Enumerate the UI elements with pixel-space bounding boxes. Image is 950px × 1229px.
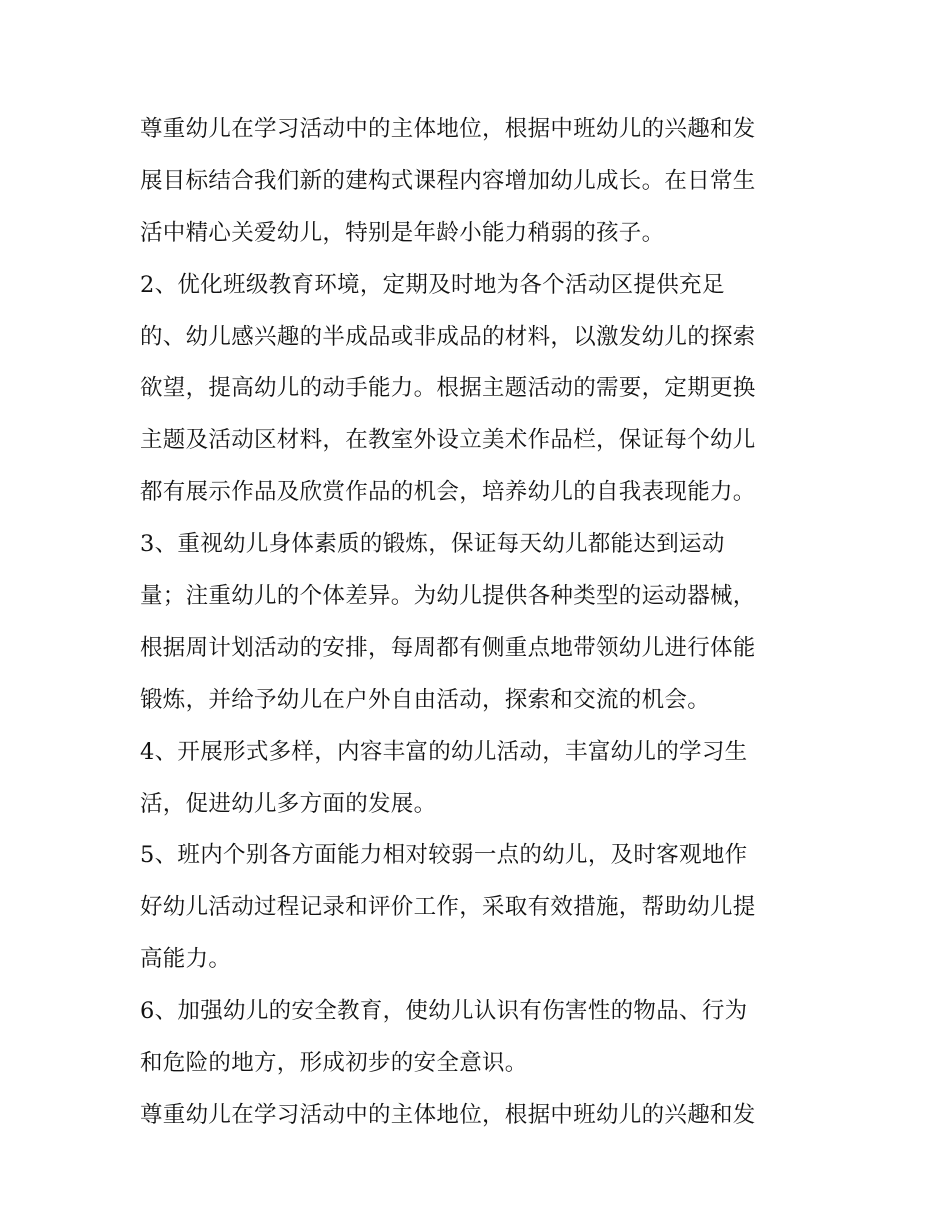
text-line: 活中精心关爱幼儿，特别是年龄小能力稍弱的孩子。: [140, 219, 665, 246]
document-body: [140, 104, 820, 1142]
text-line: 尊重幼儿在学习活动中的主体地位，根据中班幼儿的兴趣和发: [140, 1101, 756, 1128]
text-line: 展目标结合我们新的建构式课程内容增加幼儿成长。在日常生: [140, 167, 756, 194]
text-line: 锻炼，并给予幼儿在户外自由活动，探索和交流的机会。: [140, 686, 711, 713]
text-line: 欲望，提高幼儿的动手能力。根据主题活动的需要，定期更换: [140, 375, 756, 402]
text-line: 量；注重幼儿的个体差异。为幼儿提供各种类型的运动器械，: [140, 583, 756, 610]
text-line: 都有展示作品及欣赏作品的机会，培养幼儿的自我表现能力。: [140, 479, 756, 506]
text-line: 6、加强幼儿的安全教育，使幼儿认识有伤害性的物品、行为: [140, 998, 748, 1025]
text-line: 4、开展形式多样，内容丰富的幼儿活动，丰富幼儿的学习生: [140, 738, 748, 765]
text-line: 主题及活动区材料，在教室外设立美术作品栏，保证每个幼儿: [140, 427, 756, 454]
text-line: 和危险的地方，形成初步的安全意识。: [140, 1050, 528, 1077]
text-line: 5、班内个别各方面能力相对较弱一点的幼儿，及时客观地作: [140, 842, 748, 869]
text-line: 高能力。: [140, 946, 232, 973]
text-line: 好幼儿活动过程记录和评价工作，采取有效措施，帮助幼儿提: [140, 894, 756, 921]
text-line: 2、优化班级教育环境，定期及时地为各个活动区提供充足: [140, 271, 725, 298]
text-line: 3、重视幼儿身体素质的锻炼，保证每天幼儿都能达到运动: [140, 531, 725, 558]
text-line: 活，促进幼儿多方面的发展。: [140, 790, 437, 817]
text-line: 尊重幼儿在学习活动中的主体地位，根据中班幼儿的兴趣和发: [140, 116, 756, 142]
text-line: 根据周计划活动的安排，每周都有侧重点地带领幼儿进行体能: [140, 634, 756, 661]
text-line: 的、幼儿感兴趣的半成品或非成品的材料，以激发幼儿的探索: [140, 323, 756, 350]
